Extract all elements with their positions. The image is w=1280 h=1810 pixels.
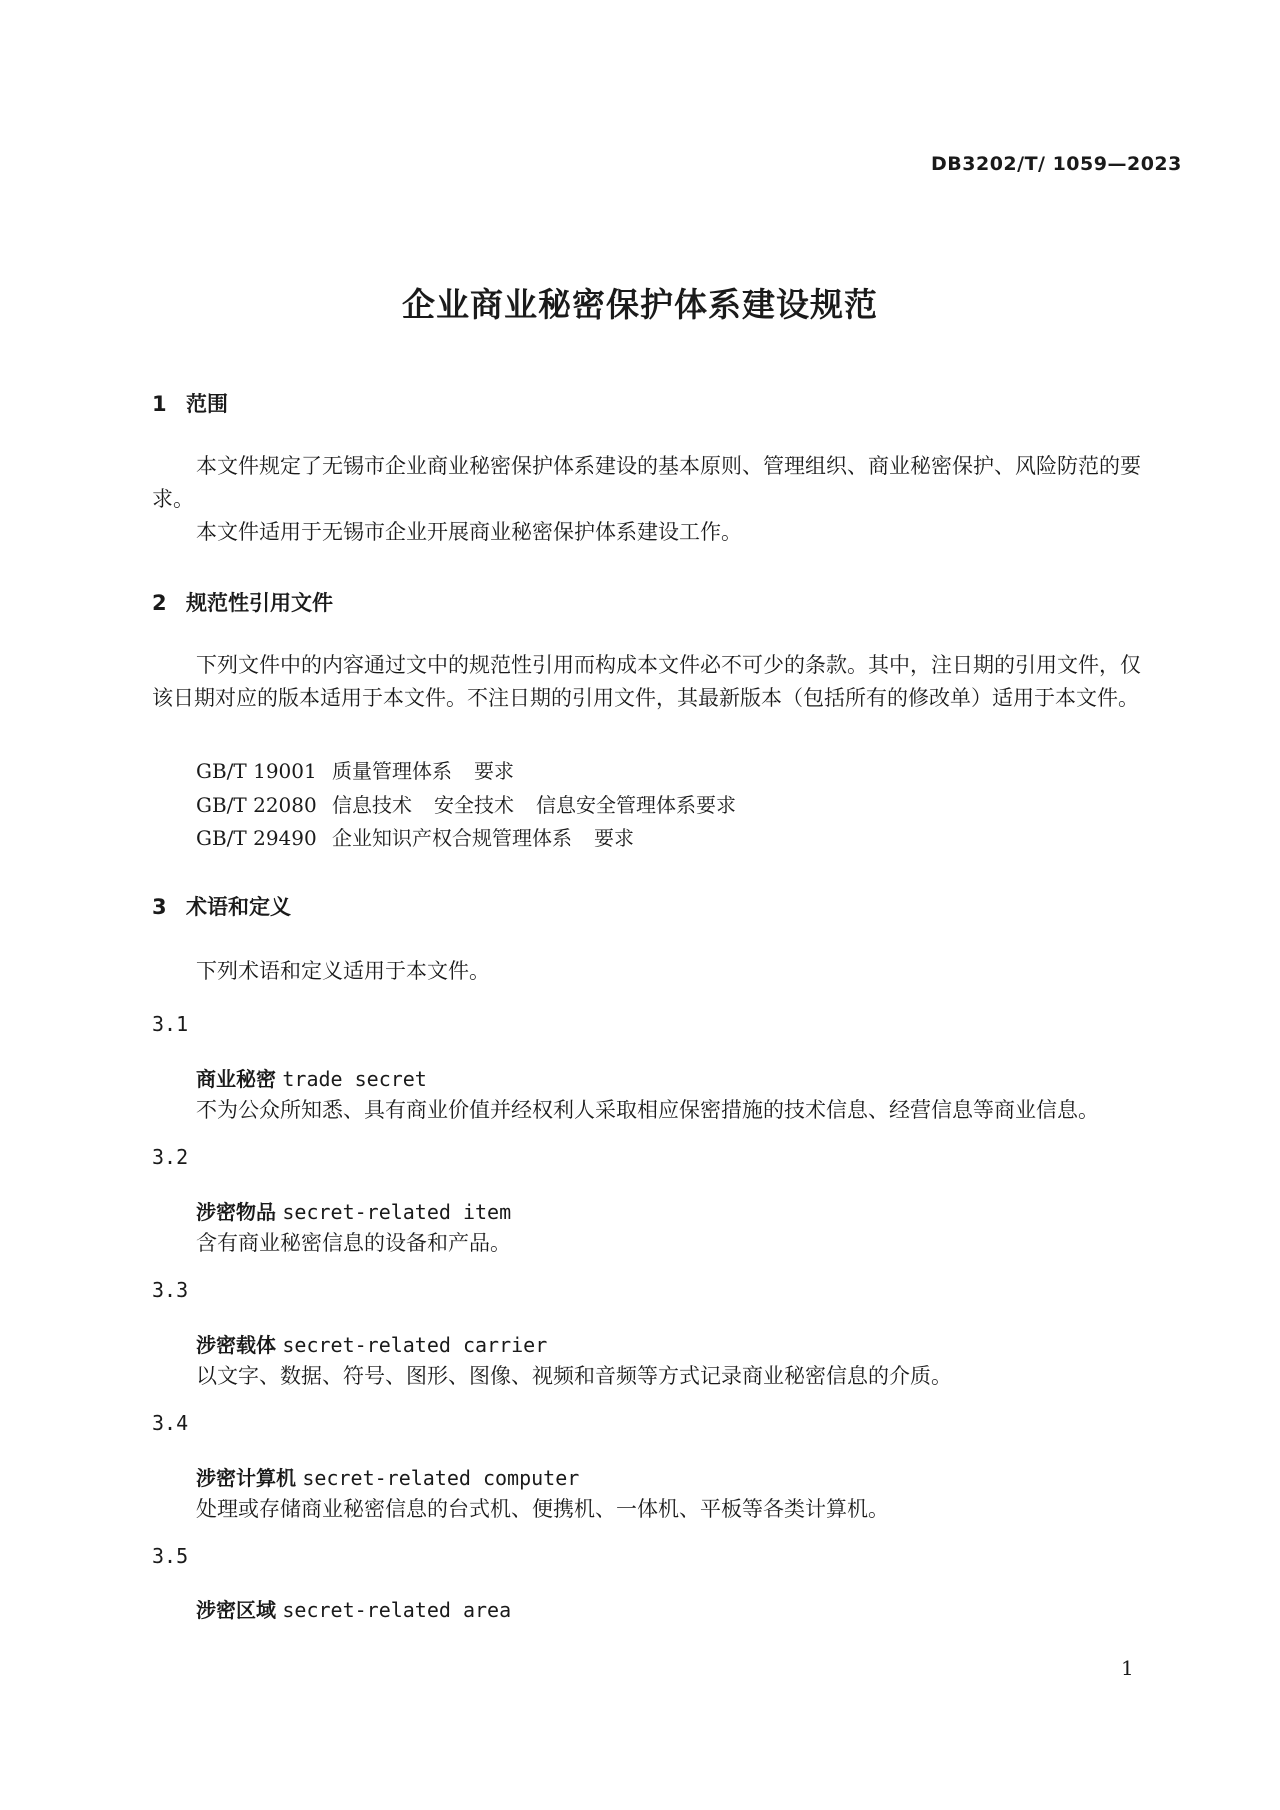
terms-intro: 下列术语和定义适用于本文件。 (196, 959, 490, 983)
term-en: secret-related carrier (282, 1333, 548, 1357)
clause-number: 3.4 (152, 1411, 189, 1435)
term-definition: 处理或存储商业秘密信息的台式机、便携机、一体机、平板等各类计算机。 (196, 1497, 889, 1521)
section-number: 2 (152, 591, 167, 615)
clause-number: 3.1 (152, 1012, 189, 1036)
clause-number: 3.3 (152, 1278, 189, 1302)
term-en: secret-related area (282, 1598, 512, 1622)
reference-item (196, 789, 736, 818)
term-entry (196, 1063, 427, 1092)
term-zh: 涉密载体 (196, 1333, 276, 1357)
refs-intro: 下列文件中的内容通过文中的规范性引用而构成本文件必不可少的条款。其中，注日期的引用文件，仅该日期对应的版本适用于本文件。不注日期的引用文件，其最新版本（包括所有的修改单）适用于本文件。 (152, 653, 1141, 710)
page-number: 1 (1121, 1656, 1134, 1680)
reference-title: 信息安全管理体系要求 (536, 793, 736, 817)
reference-standard: GB/T 19001 (196, 759, 317, 783)
reference-title: 质量管理体系 (332, 759, 452, 783)
reference-standard: GB/T 29490 (196, 826, 317, 850)
reference-standard: GB/T 22080 (196, 793, 317, 817)
term-en: secret-related computer (302, 1466, 580, 1490)
clause-number: 3.5 (152, 1544, 189, 1568)
section-number: 1 (152, 392, 167, 416)
term-zh: 商业秘密 (196, 1067, 276, 1091)
term-entry (196, 1329, 547, 1358)
term-entry (196, 1462, 579, 1491)
term-en: secret-related item (282, 1200, 512, 1224)
term-zh: 涉密区域 (196, 1598, 276, 1622)
reference-title: 企业知识产权合规管理体系 (332, 826, 572, 850)
section-heading-scope (152, 388, 228, 418)
reference-title: 要求 (474, 759, 514, 783)
reference-item (196, 822, 634, 851)
section-number: 3 (152, 895, 167, 919)
clause-number: 3.2 (152, 1145, 189, 1169)
term-entry (196, 1594, 511, 1623)
term-zh: 涉密计算机 (196, 1466, 296, 1490)
section-title: 规范性引用文件 (186, 591, 333, 615)
section-title: 术语和定义 (186, 895, 291, 919)
term-zh: 涉密物品 (196, 1200, 276, 1224)
standard-code: DB3202/T/ 1059—2023 (931, 153, 1182, 175)
term-en: trade secret (282, 1067, 427, 1091)
term-entry (196, 1196, 511, 1225)
scope-applicability: 本文件适用于无锡市企业开展商业秘密保护体系建设工作。 (196, 520, 742, 544)
page-title: 企业商业秘密保护体系建设规范 (402, 285, 878, 324)
term-definition: 含有商业秘密信息的设备和产品。 (196, 1231, 511, 1255)
reference-item (196, 755, 514, 784)
term-definition: 不为公众所知悉、具有商业价值并经权利人采取相应保密措施的技术信息、经营信息等商业信息。 (196, 1098, 1099, 1122)
section-heading-terms (152, 891, 291, 921)
reference-title: 要求 (594, 826, 634, 850)
section-title: 范围 (186, 392, 228, 416)
reference-title: 信息技术 (332, 793, 412, 817)
section-heading-refs (152, 587, 333, 617)
scope-paragraph: 本文件规定了无锡市企业商业秘密保护体系建设的基本原则、管理组织、商业秘密保护、风险防范的要求。 (152, 454, 1141, 511)
reference-title: 安全技术 (434, 793, 514, 817)
term-definition: 以文字、数据、符号、图形、图像、视频和音频等方式记录商业秘密信息的介质。 (196, 1364, 952, 1388)
